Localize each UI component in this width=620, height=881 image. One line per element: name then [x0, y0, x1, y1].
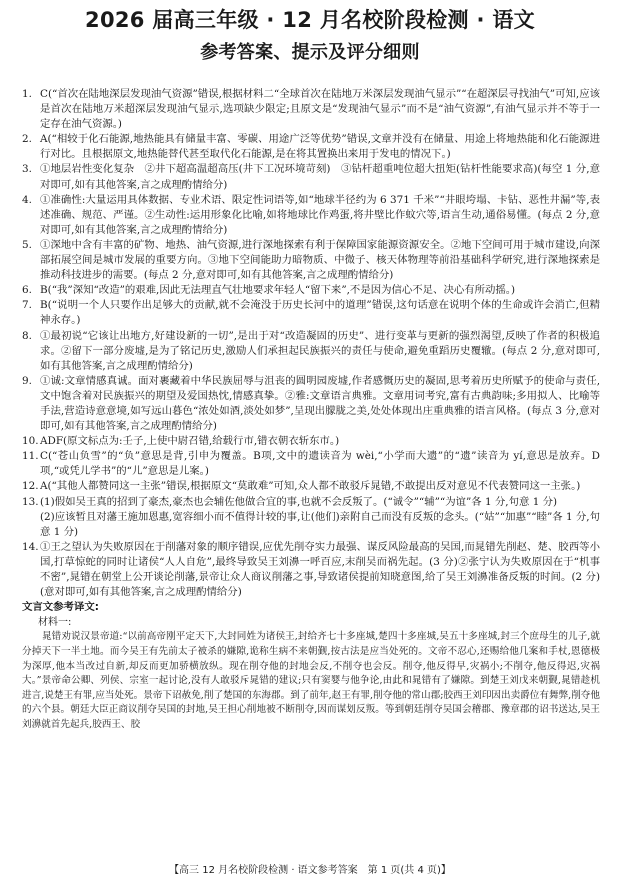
section-title: 文言文参考译文:	[22, 601, 99, 614]
answer-number: 9.	[22, 374, 32, 387]
page-subtitle: 参考答案、提示及评分细则	[200, 42, 420, 63]
answer-number: 2.	[22, 133, 32, 146]
answer-text: ①深地中含有丰富的矿物、地热、油气资源,进行深地探索有利于保障国家能源资源安全。②地下空间可用于城市建设,向深部拓展空间是城市发展的重要方向。③地下空间能助力暗物质、中微子、核天体物理等前沿基础科学研究,进行深地探索是推动科技进步的需要。(每点 2 分,意对即可,如有其他答案,言之成理酌情给分)	[40, 238, 600, 282]
answer-text: B(“我”深知“改造”的艰难,因此无法理直气壮地要求年轻人“留下来”,不是因为信心不足、决心有所动摇。)	[40, 284, 516, 297]
answer-text: ①王之望认为失败原因在于削藩对象的顺序错误,应优先削夺实力最强、谋反风险最高的吴国,而晁错先削赵、楚、胶西等小国,打草惊蛇的同时让诸侯“人人自危”,最终导致吴王刘濞一呼百应,末削吴而祸先起。(3 分)②张宁认为失败原因在于“机事不密”,晁错在朝堂上公开谈论削藩,景帝让众人商议削藩之事,导致诸侯提前知晓意图,给了吴王刘濞准备反叛的时间。(2 分)(意对即可,如有其他答案,言之成理酌情给分)	[40, 540, 600, 599]
answer-text: C(“苍山负雪”的“负”意思是背,引申为覆盖。B项,文中的遗读音为 wèi,“小学而大遗”的“遗”读音为 yí,意思是放弃。D项,“或凭儿学书”的“儿”意思是儿案。)	[40, 450, 600, 478]
answer-number: 11.	[22, 450, 39, 463]
answer-number: 12.	[22, 480, 39, 493]
answer-item	[22, 374, 600, 434]
answer-text: ①最初说“它该让出地方,好建设新的一切”,是出于对“改造凝固的历史”、进行变革与更新的强烈渴望,反映了作者的积极追求。②留下一部分废墟,是为了铭记历史,激励人们承担起民族振兴的责任与使命,避免重蹈历史覆辙。(每点 2 分,意对即可,如有其他答案,言之成理酌情给分)	[40, 329, 600, 372]
answer-number: 13.	[22, 495, 39, 508]
answer-number	[22, 510, 40, 540]
answer-text: B(“说明一个人只要作出足够大的贡献,就不会淹没于历史长河中的道理”错误,这句话意在说明个体的生命或许会消亡,但精神永存。)	[40, 299, 600, 327]
answer-number: 6.	[22, 284, 32, 297]
answer-text: ①诚:文章情感真诚。面对裹藏着中华民族屈辱与沮丧的圆明园废墟,作者感慨历史的凝固,思考着历史所赋予的使命与责任,文中饱含着对民族振兴的期望及爱国热忱,情感真挚。②雅:文章语言典雅。文章用词考究,富有古典韵味;多用拟人、比喻等手法,营造诗意意境,如写远山暮色“浓处如酒,淡处如梦”,呈现出朦胧之美,处处体现出庄重典雅的语言风格。(每点 3 分,意对即可,如有其他答案,言之成理酌情给分)	[40, 374, 600, 433]
answer-item	[22, 510, 600, 540]
answer-number: 10.	[22, 435, 39, 448]
answer-item	[22, 329, 600, 374]
answer-item	[22, 449, 600, 479]
answer-text: (1)假如吴王真的招到了豪杰,豪杰也会辅佐他做合宜的事,也就不会反叛了。(“诚令”“辅”“为谊”各 1 分,句意 1 分)	[40, 495, 558, 508]
page-footer: 【高三 12 月名校阶段检测 · 语文参考答案 第 1 页(共 4 页)】	[169, 865, 451, 876]
answer-item	[22, 479, 600, 494]
answer-item	[22, 283, 600, 298]
answer-number: 3.	[22, 163, 32, 176]
answer-item	[22, 132, 600, 162]
answer-item	[22, 495, 600, 510]
answer-text: A(“相较于化石能源,地热能具有储量丰富、零碳、用途广泛等优势”错误,文章并没有在储量、用途上将地热能和化石能源进行对比。且根据原文,地热能替代甚至取代化石能源,是在将其置换出来用于发电的情况下。)	[40, 133, 600, 161]
answer-number: 1.	[22, 88, 32, 100]
answer-number: 14.	[22, 540, 39, 553]
answer-text: ①准确性:大量运用具体数据、专业术语、限定性词语等,如“地球半径约为 6 371 千米”“井眼垮塌、卡钻、恶性井漏”等,表述准确、规范、严谨。②生动性:运用形象化比喻,如将地球比作鸡蛋,将井壁比作蚊穴等,语言生动,通俗易懂。(每点 2 分,意对即可,如有其他答案,言之成理酌情给分)	[40, 193, 600, 236]
answer-item	[22, 540, 600, 600]
page-title: 2026 届高三年级 · 12 月名校阶段检测 · 语文	[85, 8, 535, 32]
answer-text: ADF(原文标点为:壬子,上使中尉召错,给载行市,错衣朝衣斩东市。)	[40, 435, 340, 448]
answer-number: 4.	[22, 193, 32, 206]
answer-number: 8.	[22, 329, 32, 342]
material-label: 材料一:	[38, 617, 72, 629]
answer-text: ①地层岩性变化复杂 ②井下超高温超高压(井下工况环境苛刻) ③钻杆超重吨位超大扭矩(钻杆性能要求高)(每空 1 分,意对即可,如有其他答案,言之成理酌情给分)	[40, 163, 600, 191]
translation-paragraph: 晁错劝说汉景帝道:“以前高帝刚平定天下,大封同姓为诸侯王,封给齐七十多座城,楚四十多座城,吴五十多座城,封三个庶母生的儿子,就分掉天下一半土地。而今吴王有先前太子被杀的嫌隙,诡称生病不来朝觐,按古法是应当处死的。文帝不忍心,还赐给他几案和手杖,恩德极为深厚,他本当改过自新,却反而更加骄横放纵。现在削夺他的封地会反,不削夺也会反。削夺,他反得早,灾祸小;不削夺,他反得迟,灾祸大。”景帝命公卿、列侯、宗室一起讨论,没有人敢驳斥晁错的建议;只有窦婴与他争论,由此和晁错有了嫌隙。到楚王刘戊来朝觐,晁错趁机进言,说楚王有罪,应当处死。景帝下诏赦免,削了楚国的东海郡。到了前年,赵王有罪,削夺他的常山郡;胶西王刘印因出卖爵位有舞弊,削夺他的六个县。朝廷大臣正商议削夺吴国的封地,吴王担心削地被不断削夺,因而谋划反叛。等到朝廷削夺吴国会稽郡、豫章郡的诏书送达,吴王刘濞就首先起兵,胶西王、胶	[22, 631, 600, 730]
answer-item	[22, 434, 600, 449]
answer-item	[22, 193, 600, 238]
answer-item	[22, 87, 600, 132]
answer-text: C(“首次在陆地深层发现油气资源”错误,根据材料二“全球首次在陆地万米深层发现油气显示”“在超深层寻找油气”可知,应该是首次在陆地万米超深层发现油气显示,选项缺少限定;且原文是“发现油气显示”而不是“油气资源”,有油气显示并不等于一定存在油气资源。)	[40, 88, 600, 131]
answer-list	[22, 87, 600, 733]
answer-text: A(“其他人都赞同这一主张”错误,根据原文“莫敢难”可知,众人都不敢驳斥晁错,不敢提出反对意见不代表赞同这一主张。)	[40, 480, 581, 493]
answer-item	[22, 238, 600, 283]
answer-item	[22, 162, 600, 192]
answer-item	[22, 298, 600, 328]
answer-text: (2)应该暂且对藩王施加恩惠,宽容细小而不值得计较的事,让(他们)亲附自己而没有反叛的念头。(“姑”“加惠”“睦”各 1 分,句意 1 分)	[40, 510, 600, 538]
answer-number: 5.	[22, 238, 32, 251]
answer-number: 7.	[22, 299, 32, 312]
